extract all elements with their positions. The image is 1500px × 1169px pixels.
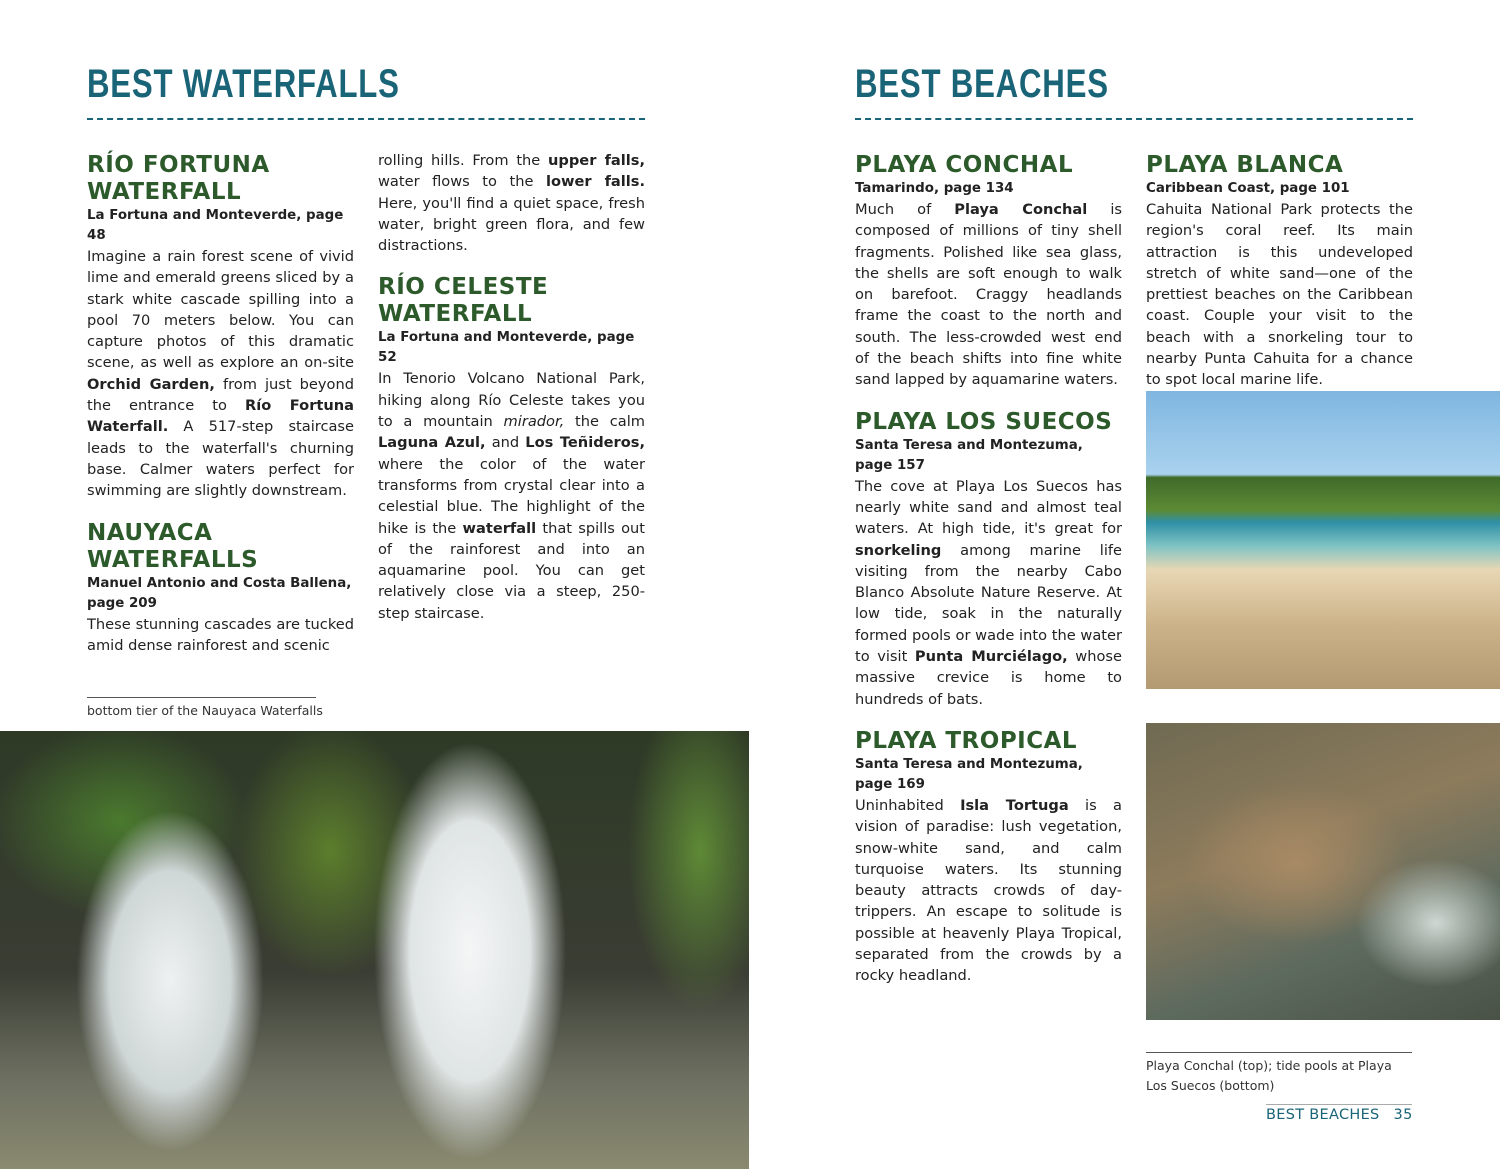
body-text: among marine life visiting from the nearby Cabo Blanco Absolute Nature Reserve. At low tide, soak in the naturally formed pools or wade into the water to visit	[855, 541, 1122, 666]
left-column-2	[378, 150, 645, 642]
caption-rule	[1146, 1052, 1412, 1053]
body-text: A 517-step staircase leads to the waterfall's churning base. Calmer waters perfect for swimming are slightly downstream.	[87, 418, 354, 500]
entry	[378, 150, 645, 256]
page-title-waterfalls: BEST WATERFALLS	[87, 62, 400, 106]
bold-text: Isla Tortuga	[960, 796, 1069, 814]
body-text: water flows to the	[378, 173, 546, 191]
entry	[855, 152, 1122, 391]
entry	[855, 728, 1122, 987]
entry-body	[855, 795, 1122, 987]
left-column-1	[87, 150, 354, 674]
page-title-beaches: BEST BEACHES	[855, 62, 1109, 106]
entry-location: La Fortuna and Monteverde, page 48	[87, 208, 344, 243]
body-text: that spills out of the rainforest and into an aquamarine pool. You can get relatively close via a steep, 250-step staircase.	[378, 519, 645, 622]
body-text: Much of	[855, 201, 955, 218]
bold-text: Playa Conchal	[954, 201, 1088, 218]
body-text: In Tenorio Volcano National Park, hiking along Río Celeste takes you to a mountain	[378, 370, 645, 431]
entry	[855, 409, 1122, 710]
entry-body	[855, 199, 1122, 391]
body-text: Uninhabited	[855, 796, 961, 814]
body-text: is a vision of paradise: lush vegetation, snow-white sand, and calm turquoise waters. Its stunning beauty attracts crowds of day-trippers. An escape to solitude is possible at heavenly Playa Tropical, separated from the crowds by a rocky headland.	[855, 796, 1122, 985]
right-column-1	[855, 150, 1122, 1005]
body-text: where the color of the water transforms from crystal clear into a celestial blue. The highlight of the hike is the	[378, 455, 645, 537]
body-text: Here, you'll find a quiet space, fresh water, bright green flora, and few distractions.	[378, 194, 645, 255]
tide-pools-photo	[1146, 723, 1500, 1020]
entry-heading: RÍO FORTUNA WATERFALL	[87, 152, 270, 205]
body-text: is composed of millions of tiny shell fragments. Polished like sea glass, the shells are soft enough to walk on barefoot. Craggy headlands frame the coast to the north and south. The less-crowded west end of the beach shifts into fine white sand lapped by aquamarine waters.	[855, 201, 1122, 389]
body-text: and	[485, 434, 526, 452]
playa-conchal-photo	[1146, 391, 1500, 689]
body-text: whose massive crevice is home to hundreds of bats.	[855, 648, 1122, 708]
italic-text: mirador,	[503, 413, 565, 431]
entry-location: Tamarindo, page 134	[855, 181, 1014, 196]
nauyaca-waterfall-photo	[0, 731, 749, 1169]
entry-location: Santa Teresa and Montezuma, page 169	[855, 756, 1083, 792]
caption-rule	[87, 697, 316, 698]
body-text: rolling hills. From the	[378, 152, 549, 169]
entry	[87, 520, 354, 657]
title-divider	[855, 118, 1413, 120]
folio-section: BEST BEACHES	[1266, 1107, 1380, 1123]
bold-text: Río Fortuna Waterfall.	[87, 397, 354, 436]
entry-location: Santa Teresa and Montezuma, page 157	[855, 437, 1083, 473]
entry-body	[1146, 199, 1413, 391]
title-divider	[87, 118, 645, 120]
body-text: the calm	[564, 413, 646, 431]
entry-heading: PLAYA CONCHAL	[855, 152, 1074, 178]
entry-heading: PLAYA LOS SUECOS	[855, 408, 1113, 435]
body-text: Cahuita National Park protects the region's coral reef. Its main attraction is this undeveloped stretch of white sand—one of the prettiest beaches on the Caribbean coast. Couple your visit to the beach with a snorkeling tour to nearby Punta Cahuita for a chance to spot local marine life.	[1146, 201, 1413, 389]
entry-heading: NAUYACA WATERFALLS	[87, 519, 259, 573]
entry-location: Caribbean Coast, page 101	[1146, 181, 1350, 196]
bold-text: Los Teñideros,	[525, 434, 646, 452]
body-text: from just beyond the entrance to	[87, 375, 354, 415]
bold-text: upper falls,	[548, 152, 646, 169]
bold-text: waterfall	[462, 519, 537, 537]
bold-text: Punta Murciélago,	[914, 648, 1068, 666]
body-text: These stunning cascades are tucked amid dense rainforest and scenic	[87, 615, 354, 654]
body-text: The cove at Playa Los Suecos has nearly white sand and almost teal waters. At high tide, it's great for	[855, 477, 1122, 538]
bold-text: Orchid Garden,	[87, 375, 215, 393]
right-column-2	[1146, 150, 1413, 409]
bold-text: lower falls.	[545, 173, 645, 191]
folio-rule	[1266, 1104, 1412, 1105]
entry-location: Manuel Antonio and Costa Ballena, page 209	[87, 575, 352, 611]
entry	[1146, 152, 1413, 391]
bold-text: snorkeling	[855, 541, 942, 559]
bold-text: Laguna Azul,	[378, 434, 486, 452]
entry-heading: RÍO CELESTE WATERFALL	[378, 274, 549, 328]
entry-heading: PLAYA BLANCA	[1146, 152, 1344, 178]
entry-body	[378, 368, 645, 624]
entry	[87, 152, 354, 502]
entry-body	[855, 476, 1122, 710]
body-text: Imagine a rain forest scene of vivid lime and emerald greens sliced by a stark white cascade spilling into a pool 70 meters below. You can capture photos of this dramatic scene, as well as explore an on-site	[87, 248, 354, 372]
entry-location: La Fortuna and Monteverde, page 52	[378, 330, 635, 366]
entry-heading: PLAYA TROPICAL	[855, 727, 1078, 754]
waterfall-caption: bottom tier of the Nauyaca Waterfalls	[87, 703, 323, 718]
entry	[378, 274, 645, 624]
page-folio	[1266, 1107, 1413, 1123]
beaches-caption: Playa Conchal (top); tide pools at Playa Los Suecos (bottom)	[1146, 1058, 1392, 1093]
page-number: 35	[1393, 1107, 1413, 1123]
entry-body	[87, 246, 354, 502]
entry-body	[378, 150, 645, 256]
entry-body	[87, 614, 354, 657]
